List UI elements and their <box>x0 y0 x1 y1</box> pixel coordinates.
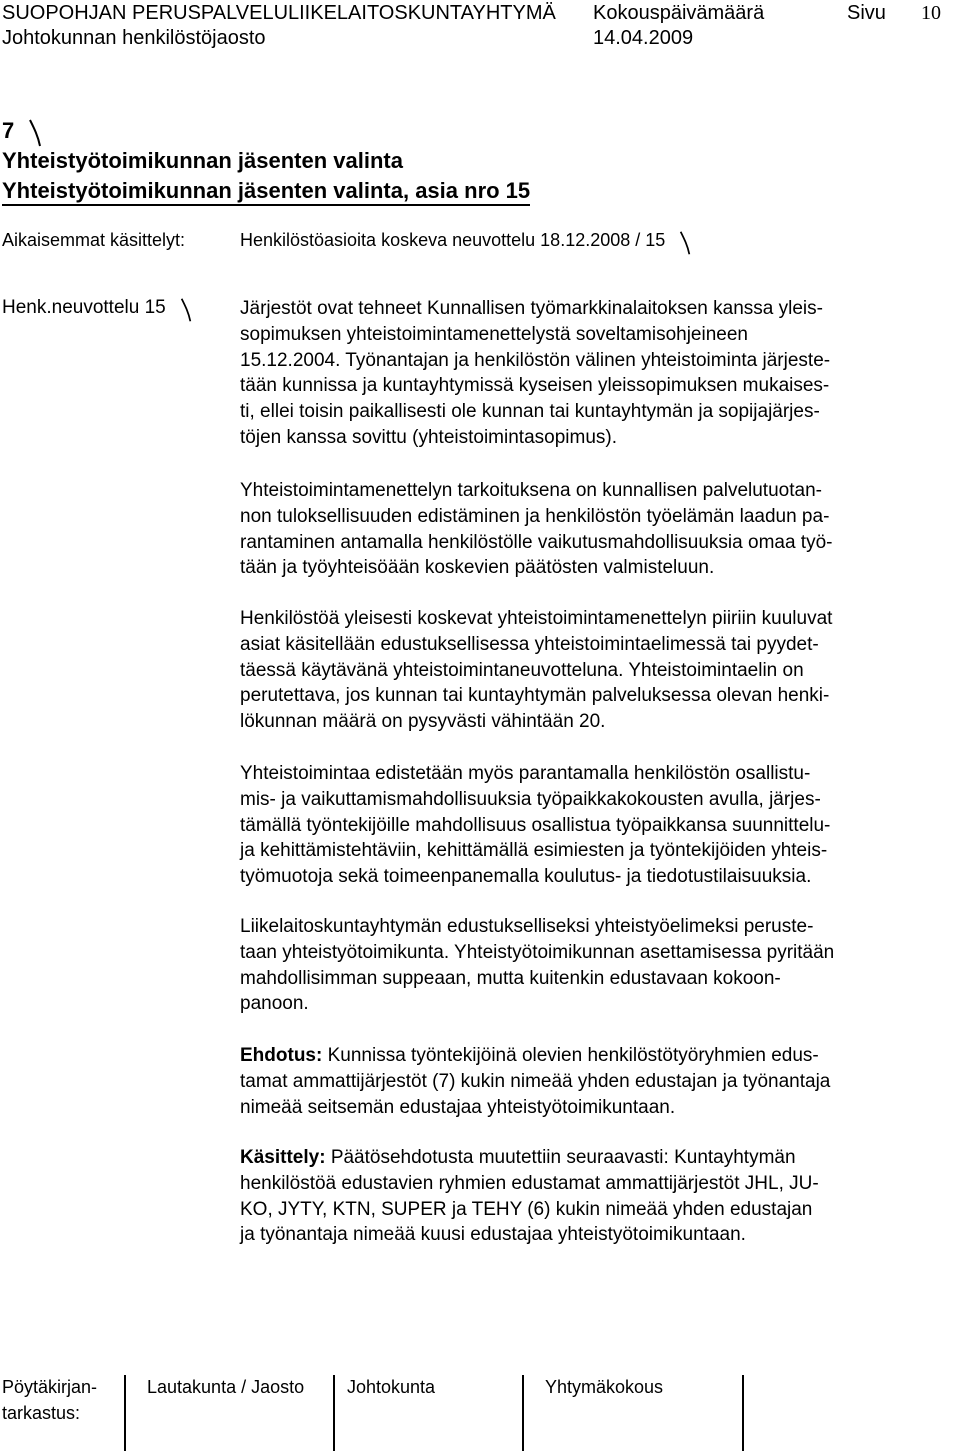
proposal-label: Ehdotus: <box>240 1045 323 1066</box>
section-mark-icon <box>28 118 42 148</box>
text-line: Yhteistoimintaa edistetään myös parantamalla henkilöstön osallistu- <box>240 763 811 784</box>
section-mark-icon <box>179 297 193 323</box>
text-line: non tuloksellisuuden edistäminen ja henkilöstön työelämän laadun pa- <box>240 505 830 527</box>
footer-check-label-1: Pöytäkirjan- <box>2 1377 98 1397</box>
earlier-label: Aikaisemmat käsittelyt: <box>2 230 186 250</box>
proposal-paragraph <box>240 1043 955 1120</box>
item-title: Yhteistyötoimikunnan jäsenten valinta <box>2 148 403 173</box>
text-line: työmuotoja sekä toimeenpanemalla koulutus- ja tiedotustilaisuuksia. <box>240 866 812 888</box>
paragraph-1 <box>240 296 955 451</box>
text-line: tamat ammattijärjestöt (7) kukin nimeää yhden edustajan ja työnantaja <box>240 1070 831 1092</box>
footer-divider <box>124 1375 126 1451</box>
header-date: 14.04.2009 <box>593 27 694 49</box>
header-body: Johtokunnan henkilöstöjaosto <box>2 27 266 49</box>
text-line: taan yhteistyötoimikunta. Yhteistyötoimikunnan asettamisessa pyritään <box>240 941 835 963</box>
text-line: täessä käytävänä yhteistoimintaneuvotteluna. Yhteistoimintaelin on <box>240 659 804 681</box>
side-label-row <box>2 297 193 323</box>
text-line <box>240 1145 955 1171</box>
paragraph-4 <box>240 761 955 890</box>
text-fragment: Kunnissa työntekijöinä olevien henkilöstötyöryhmien edus- <box>327 1045 819 1066</box>
text-line: nimeää seitsemän edustajaa yhteistyötoimikuntaan. <box>240 1096 676 1118</box>
text-line: asiat käsitellään edustuksellisessa yhteistoimintaelimessä tai pyydet- <box>240 633 819 655</box>
paragraph-3 <box>240 606 955 735</box>
paragraph-2 <box>240 478 955 581</box>
text-fragment: Päätösehdotusta muutettiin seuraavasti: Kuntayhtymän <box>330 1147 796 1168</box>
footer-col-board: Johtokunta <box>347 1377 436 1397</box>
header-page-number: 10 <box>921 2 941 24</box>
text-line: mahdollisimman suppeaan, mutta kuitenkin edustavaan kokoon- <box>240 967 781 989</box>
text-line: perutettava, jos kunnan tai kuntayhtymän palveluksessa olevan henki- <box>240 685 830 707</box>
footer-col-assembly: Yhtymäkokous <box>545 1377 664 1397</box>
footer-col-committee: Lautakunta / Jaosto <box>147 1377 305 1397</box>
text-line <box>240 1043 955 1069</box>
header-org: SUOPOHJAN PERUSPALVELULIIKELAITOSKUNTAYHTYMÄ <box>2 2 556 24</box>
text-line: Henkilöstöä yleisesti koskevat yhteistoimintamenettelyn piiriin kuuluvat <box>240 608 833 629</box>
text-line: tämällä työntekijöille mahdollisuus osallistua työpaikkansa suunnittelu- <box>240 814 831 836</box>
text-line: tään ja työyhteisöään koskevien päätösten valmisteluun. <box>240 557 715 579</box>
item-number-row <box>2 118 42 148</box>
item-subtitle: Yhteistyötoimikunnan jäsenten valinta, asia nro 15 <box>2 178 530 206</box>
footer-divider <box>333 1375 335 1451</box>
item-number: 7 <box>2 118 15 143</box>
text-line: ja kehittämistehtäviin, kehittämällä esimiesten ja työntekijöiden yhteis- <box>240 840 828 862</box>
side-label: Henk.neuvottelu 15 <box>2 297 166 318</box>
text-line: henkilöstöä edustavien ryhmien edustamat ammattijärjestöt JHL, JU- <box>240 1172 819 1194</box>
text-line: lökunnan määrä on pysyvästi vähintään 20. <box>240 711 606 733</box>
text-line: KO, JYTY, KTN, SUPER ja TEHY (6) kukin nimeää yhden edustajan <box>240 1198 813 1220</box>
text-line: rantaminen antamalla henkilöstölle vaikutusmahdollisuuksia omaa työ- <box>240 531 833 553</box>
earlier-value: Henkilöstöasioita koskeva neuvottelu 18.12.2008 / 15 <box>240 230 666 250</box>
text-line: sopimuksen yhteistoimintamenettelystä soveltamisohjeineen <box>240 323 748 345</box>
paragraph-5 <box>240 914 955 1017</box>
earlier-row <box>240 230 692 256</box>
text-line: ti, ellei toisin paikallisesti ole kunnan tai kuntayhtymän ja sopijajärjes- <box>240 401 820 423</box>
footer-check-label-2: tarkastus: <box>2 1403 81 1423</box>
text-line: ja työnantaja nimeää kuusi edustajaa yhteistyötoimikuntaan. <box>240 1224 746 1246</box>
text-line: Liikelaitoskuntayhtymän edustukselliseksi yhteistyöelimeksi peruste- <box>240 916 814 937</box>
section-mark-icon <box>678 230 692 256</box>
text-line: 15.12.2004. Työnantajan ja henkilöstön välinen yhteistoiminta järjeste- <box>240 349 831 371</box>
text-line: mis- ja vaikuttamismahdollisuuksia työpaikkakokousten avulla, järjes- <box>240 788 821 810</box>
footer-divider <box>742 1375 744 1451</box>
handling-paragraph <box>240 1145 955 1248</box>
text-line: Yhteistoimintamenettelyn tarkoituksena on kunnallisen palvelutuotan- <box>240 480 822 501</box>
text-line: panoon. <box>240 993 309 1015</box>
footer-divider <box>522 1375 524 1451</box>
handling-label: Käsittely: <box>240 1147 326 1168</box>
text-line: Järjestöt ovat tehneet Kunnallisen työmarkkinalaitoksen kanssa yleis- <box>240 298 823 319</box>
header-page-label: Sivu <box>847 2 886 24</box>
text-line: töjen kanssa sovittu (yhteistoimintasopimus). <box>240 426 617 448</box>
text-line: tään kunnissa ja kuntayhtymissä kyseisen yleissopimuksen mukaises- <box>240 375 830 397</box>
header-date-label: Kokouspäivämäärä <box>593 2 765 24</box>
